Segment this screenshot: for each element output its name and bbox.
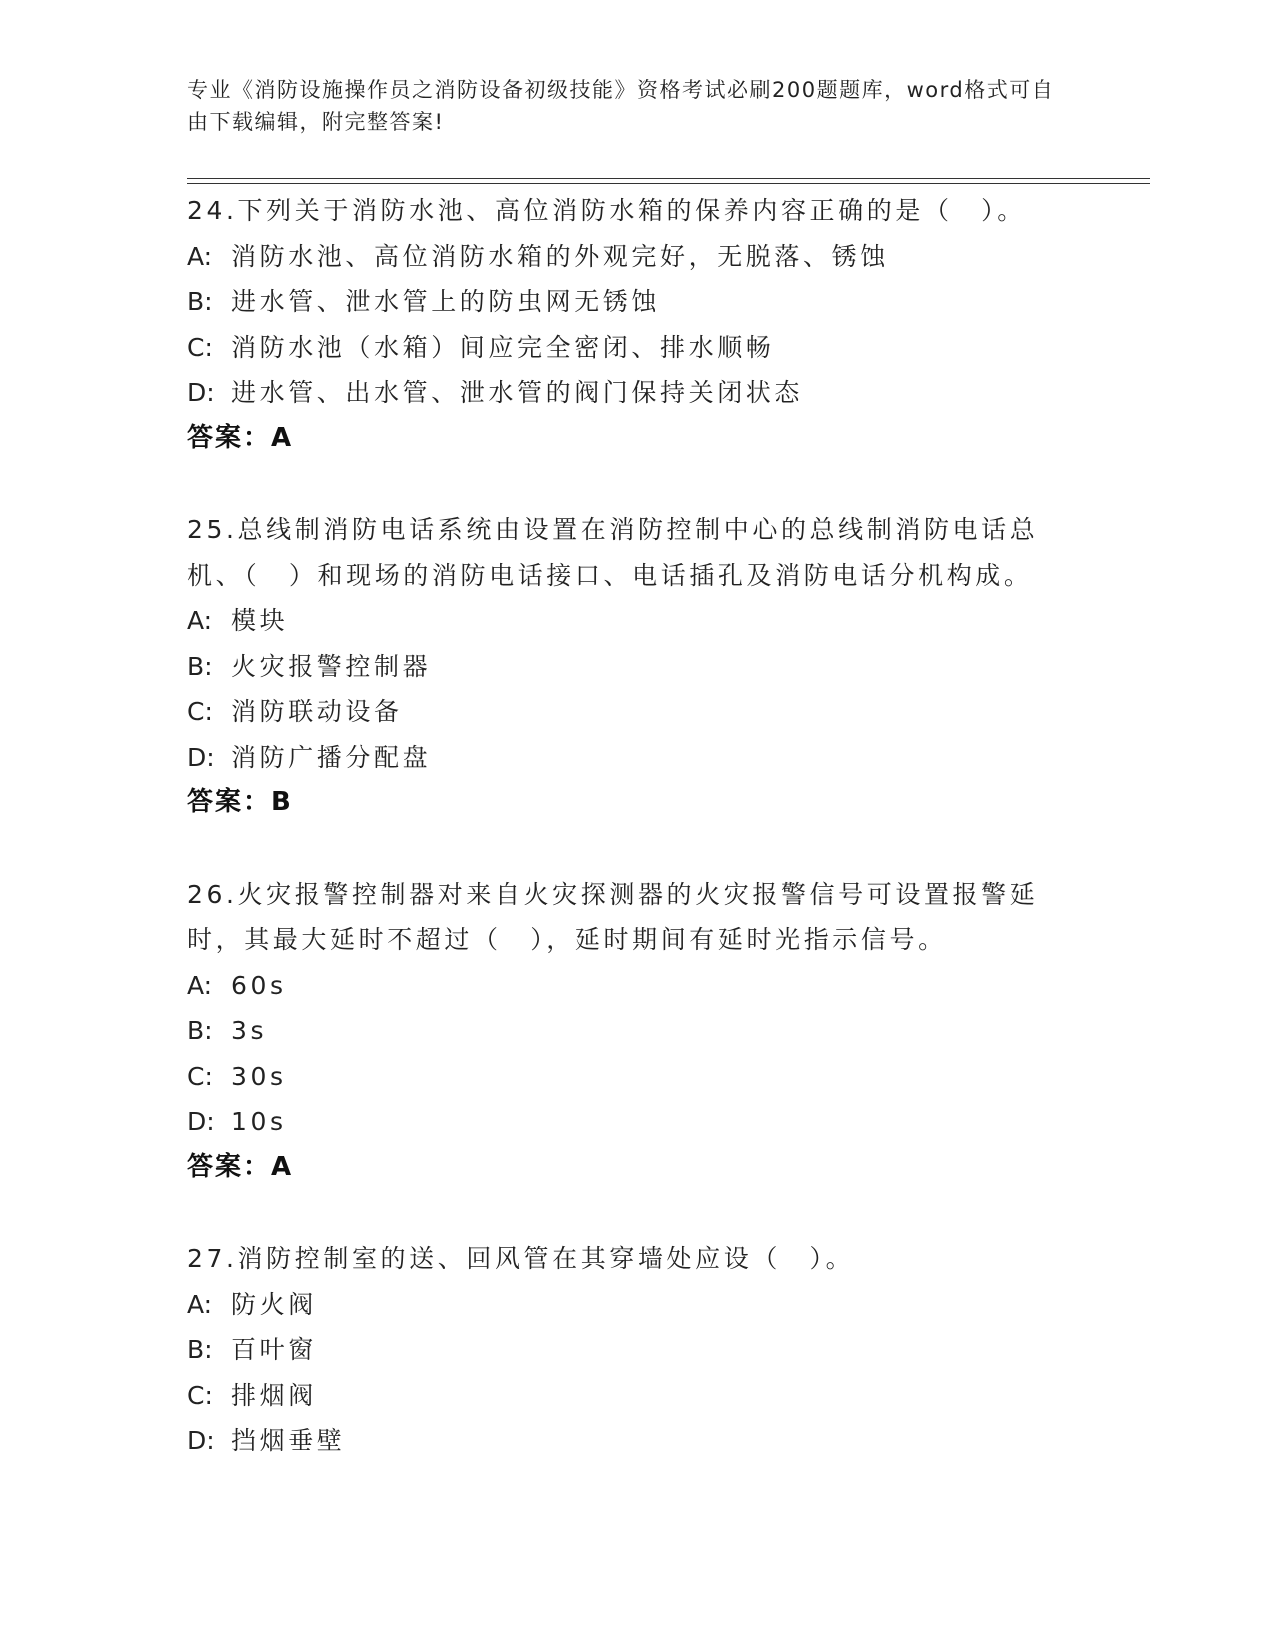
- option-text: 3s: [231, 1016, 268, 1045]
- option-key: C:: [187, 1061, 213, 1091]
- option-key: A:: [187, 241, 213, 271]
- option-text: 挡烟垂壁: [231, 1426, 346, 1455]
- question-list: [187, 188, 1087, 1464]
- option-key: A:: [187, 1289, 213, 1319]
- option-text: 消防联动设备: [231, 697, 403, 726]
- option-text: 防火阀: [231, 1289, 317, 1319]
- answer-line: [187, 416, 1087, 462]
- option-key: A:: [187, 970, 213, 1000]
- option-key: B:: [187, 287, 213, 316]
- option-text: 消防水池（水箱）间应完全密闭、排水顺畅: [231, 332, 775, 362]
- option-key: A:: [187, 606, 213, 635]
- option-b: [187, 644, 1087, 690]
- option-text: 60s: [231, 970, 287, 1000]
- option-text: 30s: [231, 1061, 287, 1091]
- option-c: [187, 1054, 1087, 1100]
- option-d: [187, 1099, 1087, 1145]
- answer-label: 答案：: [187, 1151, 272, 1182]
- option-d: [187, 370, 1087, 416]
- question-27: [187, 1236, 1087, 1464]
- option-key: B:: [187, 1016, 213, 1045]
- header-divider-top: [187, 178, 1150, 179]
- option-key: C:: [187, 1380, 213, 1410]
- option-b: [187, 279, 1087, 325]
- answer-value: B: [271, 787, 291, 817]
- answer-label: 答案：: [187, 422, 272, 453]
- answer-label: 答案：: [187, 787, 272, 817]
- question-stem: 27.消防控制室的送、回风管在其穿墙处应设（ ）。: [187, 1244, 855, 1273]
- option-key: C:: [187, 332, 213, 362]
- question-26: [187, 872, 1087, 1191]
- question-25: [187, 507, 1087, 826]
- option-key: D:: [187, 378, 215, 407]
- header-divider-bottom: [187, 183, 1150, 184]
- option-text: 排烟阀: [231, 1380, 317, 1410]
- header-text: 专业《消防设施操作员之消防设备初级技能》资格考试必刷200题题库，word格式可自由下载编辑，附完整答案!: [187, 78, 1055, 134]
- option-text: 消防广播分配盘: [231, 742, 432, 772]
- option-key: C:: [187, 697, 213, 726]
- option-d: [187, 1418, 1087, 1464]
- option-key: D:: [187, 1426, 215, 1455]
- question-stem: 24.下列关于消防水池、高位消防水箱的保养内容正确的是（ ）。: [187, 196, 1026, 225]
- answer-line: [187, 780, 1087, 826]
- option-text: 进水管、出水管、泄水管的阀门保持关闭状态: [231, 378, 804, 407]
- option-text: 模块: [231, 606, 289, 635]
- option-b: [187, 1008, 1087, 1054]
- option-text: 火灾报警控制器: [231, 651, 432, 681]
- option-text: 10s: [231, 1107, 287, 1136]
- question-stem: 25.总线制消防电话系统由设置在消防控制中心的总线制消防电话总机、（ ）和现场的消防电话接口、电话插孔及消防电话分机构成。: [187, 515, 1039, 590]
- option-text: 百叶窗: [231, 1335, 317, 1364]
- question-24: [187, 188, 1087, 461]
- option-text: 消防水池、高位消防水箱的外观完好，无脱落、锈蚀: [231, 241, 889, 271]
- answer-value: A: [271, 422, 292, 453]
- option-a: [187, 234, 1087, 280]
- question-stem: 26.火灾报警控制器对来自火灾探测器的火灾报警信号可设置报警延时，其最大延时不超过（ ），延时期间有延时光指示信号。: [187, 879, 1039, 954]
- option-key: D:: [187, 742, 215, 772]
- option-a: [187, 963, 1087, 1009]
- option-c: [187, 689, 1087, 735]
- option-c: [187, 325, 1087, 371]
- option-b: [187, 1327, 1087, 1373]
- option-key: B:: [187, 651, 213, 681]
- option-key: B:: [187, 1335, 213, 1364]
- option-a: [187, 598, 1087, 644]
- option-a: [187, 1282, 1087, 1328]
- option-d: [187, 735, 1087, 781]
- option-text: 进水管、泄水管上的防虫网无锈蚀: [231, 287, 661, 316]
- document-header: [187, 74, 1067, 138]
- option-key: D:: [187, 1107, 215, 1136]
- answer-value: A: [271, 1151, 292, 1182]
- option-c: [187, 1373, 1087, 1419]
- answer-line: [187, 1145, 1087, 1191]
